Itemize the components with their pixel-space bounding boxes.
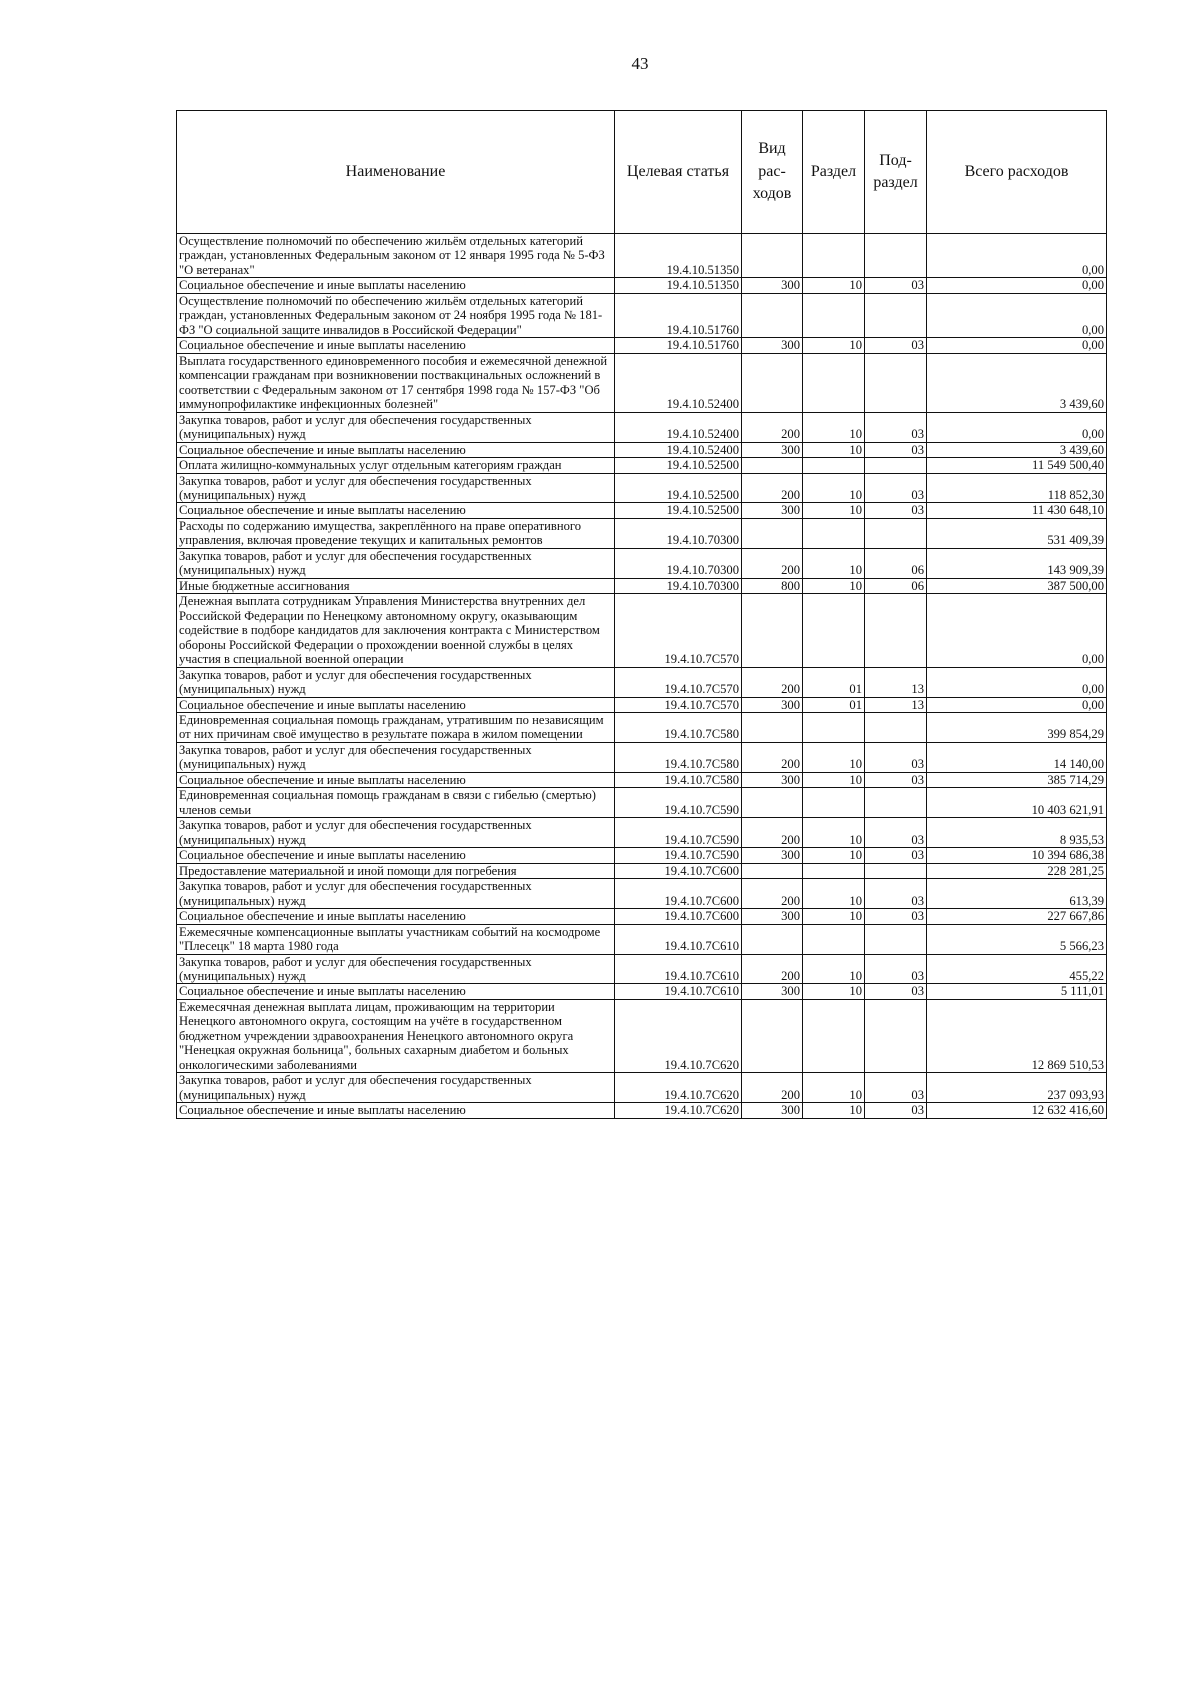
row-section-cell: 10 [803,578,865,593]
row-section-cell [803,234,865,278]
row-name-cell: Закупка товаров, работ и услуг для обеспечения государственных (муниципальных) нужд [177,879,615,909]
row-expense-type-cell: 200 [742,818,803,848]
header-name: Наименование [177,111,615,234]
row-target-article-cell: 19.4.10.51760 [615,338,742,353]
table-row [177,879,1107,909]
row-subsection-cell: 13 [865,697,927,712]
row-total-cell: 0,00 [927,293,1107,337]
row-expense-type-cell: 300 [742,503,803,518]
table-row [177,442,1107,457]
row-expense-type-cell [742,713,803,743]
table-row [177,1103,1107,1118]
table-row [177,353,1107,412]
row-name-cell: Единовременная социальная помощь гражданам в связи с гибелью (смертью) членов семьи [177,788,615,818]
row-name-cell: Социальное обеспечение и иные выплаты населению [177,1103,615,1118]
row-section-cell: 01 [803,697,865,712]
row-name-cell: Единовременная социальная помощь гражданам, утратившим по независящим от них причинам своё имущество в результате пожара в жилом помещении [177,713,615,743]
row-subsection-cell: 03 [865,1103,927,1118]
row-section-cell: 10 [803,879,865,909]
row-target-article-cell: 19.4.10.7С590 [615,848,742,863]
row-total-cell: 387 500,00 [927,578,1107,593]
row-expense-type-cell: 300 [742,697,803,712]
table-row [177,742,1107,772]
row-section-cell: 10 [803,772,865,787]
row-name-cell: Иные бюджетные ассигнования [177,578,615,593]
row-name-cell: Социальное обеспечение и иные выплаты населению [177,984,615,999]
row-total-cell: 12 869 510,53 [927,999,1107,1072]
header-subsection: Под-раздел [865,111,927,234]
row-section-cell: 10 [803,742,865,772]
row-name-cell: Закупка товаров, работ и услуг для обеспечения государственных (муниципальных) нужд [177,548,615,578]
row-name-cell: Закупка товаров, работ и услуг для обеспечения государственных (муниципальных) нужд [177,412,615,442]
row-expense-type-cell: 300 [742,1103,803,1118]
row-section-cell: 10 [803,503,865,518]
row-name-cell: Социальное обеспечение и иные выплаты населению [177,338,615,353]
row-subsection-cell [865,863,927,878]
row-subsection-cell [865,518,927,548]
header-expense-type: Вид рас-ходов [742,111,803,234]
table-row [177,578,1107,593]
row-name-cell: Ежемесячная денежная выплата лицам, проживающим на территории Ненецкого автономного округа, состоящим на учёте в государственном бюджетном учреждении здравоохранения Ненецкого автономного округа "Ненецкая окружная больница", больных сахарным диабетом и больных онкологическими заболеваниями [177,999,615,1072]
table-row [177,278,1107,293]
row-name-cell: Закупка товаров, работ и услуг для обеспечения государственных (муниципальных) нужд [177,954,615,984]
row-total-cell: 5 111,01 [927,984,1107,999]
row-name-cell: Социальное обеспечение и иные выплаты населению [177,278,615,293]
row-section-cell: 10 [803,1103,865,1118]
row-expense-type-cell [742,518,803,548]
row-target-article-cell: 19.4.10.70300 [615,578,742,593]
row-expense-type-cell: 300 [742,984,803,999]
row-target-article-cell: 19.4.10.7С620 [615,999,742,1072]
table-header [177,111,1107,234]
row-subsection-cell: 03 [865,442,927,457]
row-expense-type-cell: 200 [742,954,803,984]
row-subsection-cell: 03 [865,742,927,772]
row-section-cell: 10 [803,954,865,984]
row-total-cell: 0,00 [927,278,1107,293]
row-name-cell: Ежемесячные компенсационные выплаты участникам событий на космодроме "Плесецк" 18 марта 1980 года [177,924,615,954]
row-target-article-cell: 19.4.10.7С590 [615,788,742,818]
table-row [177,954,1107,984]
table-row [177,594,1107,667]
page-number: 43 [631,54,649,73]
row-expense-type-cell: 300 [742,338,803,353]
header-total: Всего расходов [927,111,1107,234]
row-subsection-cell: 03 [865,503,927,518]
row-subsection-cell: 06 [865,578,927,593]
row-expense-type-cell [742,594,803,667]
row-expense-type-cell: 200 [742,667,803,697]
row-total-cell: 8 935,53 [927,818,1107,848]
table-row [177,503,1107,518]
row-total-cell: 11 549 500,40 [927,458,1107,473]
row-target-article-cell: 19.4.10.7С600 [615,863,742,878]
row-name-cell: Социальное обеспечение и иные выплаты населению [177,503,615,518]
row-subsection-cell [865,713,927,743]
row-total-cell: 12 632 416,60 [927,1103,1107,1118]
table-row [177,999,1107,1072]
row-target-article-cell: 19.4.10.7С610 [615,984,742,999]
header-target-article: Целевая статья [615,111,742,234]
row-subsection-cell: 03 [865,818,927,848]
row-subsection-cell: 03 [865,848,927,863]
table-row [177,909,1107,924]
row-expense-type-cell: 200 [742,548,803,578]
row-target-article-cell: 19.4.10.7С600 [615,909,742,924]
row-expense-type-cell: 300 [742,278,803,293]
row-expense-type-cell: 200 [742,412,803,442]
row-total-cell: 0,00 [927,594,1107,667]
row-total-cell: 3 439,60 [927,353,1107,412]
row-name-cell: Предоставление материальной и иной помощи для погребения [177,863,615,878]
row-name-cell: Осуществление полномочий по обеспечению жильём отдельных категорий граждан, установленных Федеральным законом от 24 ноября 1995 года № 181-ФЗ "О социальной защите инвалидов в Российской Федерации" [177,293,615,337]
table-row [177,818,1107,848]
row-subsection-cell: 03 [865,1073,927,1103]
row-total-cell: 237 093,93 [927,1073,1107,1103]
row-name-cell: Выплата государственного единовременного пособия и ежемесячной денежной компенсации гражданам при возникновении поствакцинальных осложнений в соответствии с Федеральным законом от 17 сентября 1998 года № 157-ФЗ "Об иммунопрофилактике инфекционных болезней" [177,353,615,412]
row-total-cell: 143 909,39 [927,548,1107,578]
row-section-cell: 10 [803,548,865,578]
row-expense-type-cell [742,924,803,954]
row-target-article-cell: 19.4.10.7С570 [615,697,742,712]
row-expense-type-cell [742,863,803,878]
row-target-article-cell: 19.4.10.7С610 [615,954,742,984]
row-target-article-cell: 19.4.10.51350 [615,278,742,293]
row-name-cell: Социальное обеспечение и иные выплаты населению [177,697,615,712]
row-name-cell: Оплата жилищно-коммунальных услуг отдельным категориям граждан [177,458,615,473]
row-subsection-cell [865,234,927,278]
row-subsection-cell: 03 [865,879,927,909]
row-target-article-cell: 19.4.10.52500 [615,503,742,518]
table-row [177,848,1107,863]
row-expense-type-cell: 300 [742,772,803,787]
row-target-article-cell: 19.4.10.52400 [615,412,742,442]
row-subsection-cell: 03 [865,278,927,293]
table-row [177,667,1107,697]
row-subsection-cell [865,594,927,667]
row-subsection-cell [865,458,927,473]
row-subsection-cell: 03 [865,473,927,503]
row-subsection-cell: 13 [865,667,927,697]
row-section-cell [803,594,865,667]
table-row [177,984,1107,999]
row-name-cell: Денежная выплата сотрудникам Управления Министерства внутренних дел Российской Федерации по Ненецкому автономному округу, оказывающим содействие в подборе кандидатов для заключения контракта с Министерством обороны Российской Федерации о прохождении военной службы в целях участия в специальной военной операции [177,594,615,667]
row-total-cell: 118 852,30 [927,473,1107,503]
row-target-article-cell: 19.4.10.7С600 [615,879,742,909]
row-total-cell: 613,39 [927,879,1107,909]
row-total-cell: 10 394 686,38 [927,848,1107,863]
row-section-cell [803,458,865,473]
row-name-cell: Социальное обеспечение и иные выплаты населению [177,848,615,863]
row-target-article-cell: 19.4.10.7С580 [615,772,742,787]
row-section-cell [803,924,865,954]
row-target-article-cell: 19.4.10.52400 [615,442,742,457]
table-row [177,713,1107,743]
row-target-article-cell: 19.4.10.7С580 [615,742,742,772]
row-total-cell: 531 409,39 [927,518,1107,548]
row-expense-type-cell: 200 [742,473,803,503]
row-expense-type-cell [742,353,803,412]
row-name-cell: Расходы по содержанию имущества, закреплённого на праве оперативного управления, включая проведение текущих и капитальных ремонтов [177,518,615,548]
table-row [177,1073,1107,1103]
budget-table [176,110,1107,1119]
row-total-cell: 5 566,23 [927,924,1107,954]
row-expense-type-cell: 300 [742,442,803,457]
row-total-cell: 228 281,25 [927,863,1107,878]
row-subsection-cell: 03 [865,984,927,999]
row-section-cell: 10 [803,909,865,924]
row-subsection-cell: 03 [865,954,927,984]
table-row [177,772,1107,787]
table-row [177,458,1107,473]
row-section-cell [803,788,865,818]
table-row [177,788,1107,818]
table-row [177,234,1107,278]
row-section-cell [803,293,865,337]
row-expense-type-cell [742,999,803,1072]
row-total-cell: 0,00 [927,412,1107,442]
row-name-cell: Социальное обеспечение и иные выплаты населению [177,442,615,457]
row-name-cell: Закупка товаров, работ и услуг для обеспечения государственных (муниципальных) нужд [177,473,615,503]
row-section-cell: 10 [803,442,865,457]
table-row [177,518,1107,548]
row-subsection-cell: 03 [865,412,927,442]
row-total-cell: 11 430 648,10 [927,503,1107,518]
row-name-cell: Закупка товаров, работ и услуг для обеспечения государственных (муниципальных) нужд [177,818,615,848]
row-expense-type-cell: 300 [742,909,803,924]
header-section: Раздел [803,111,865,234]
row-section-cell: 01 [803,667,865,697]
row-section-cell: 10 [803,848,865,863]
row-name-cell: Социальное обеспечение и иные выплаты населению [177,909,615,924]
row-section-cell [803,863,865,878]
row-expense-type-cell [742,293,803,337]
table-row [177,338,1107,353]
row-subsection-cell [865,924,927,954]
table-row [177,548,1107,578]
row-expense-type-cell: 800 [742,578,803,593]
row-expense-type-cell: 200 [742,742,803,772]
row-section-cell: 10 [803,338,865,353]
row-target-article-cell: 19.4.10.7С610 [615,924,742,954]
row-target-article-cell: 19.4.10.52500 [615,458,742,473]
table-body [177,234,1107,1119]
row-subsection-cell [865,353,927,412]
table-row [177,473,1107,503]
row-name-cell: Социальное обеспечение и иные выплаты населению [177,772,615,787]
row-total-cell: 455,22 [927,954,1107,984]
row-name-cell: Закупка товаров, работ и услуг для обеспечения государственных (муниципальных) нужд [177,1073,615,1103]
row-section-cell: 10 [803,818,865,848]
row-subsection-cell: 03 [865,338,927,353]
row-total-cell: 10 403 621,91 [927,788,1107,818]
row-target-article-cell: 19.4.10.7С580 [615,713,742,743]
row-subsection-cell [865,788,927,818]
row-expense-type-cell [742,788,803,818]
row-expense-type-cell [742,234,803,278]
row-section-cell: 10 [803,473,865,503]
row-total-cell: 0,00 [927,234,1107,278]
row-name-cell: Закупка товаров, работ и услуг для обеспечения государственных (муниципальных) нужд [177,742,615,772]
row-section-cell [803,713,865,743]
row-target-article-cell: 19.4.10.52400 [615,353,742,412]
row-subsection-cell: 06 [865,548,927,578]
row-subsection-cell [865,999,927,1072]
row-target-article-cell: 19.4.10.51350 [615,234,742,278]
row-subsection-cell [865,293,927,337]
row-target-article-cell: 19.4.10.7С570 [615,667,742,697]
row-target-article-cell: 19.4.10.7С590 [615,818,742,848]
row-target-article-cell: 19.4.10.7С620 [615,1073,742,1103]
row-total-cell: 227 667,86 [927,909,1107,924]
row-name-cell: Закупка товаров, работ и услуг для обеспечения государственных (муниципальных) нужд [177,667,615,697]
table-row [177,697,1107,712]
row-expense-type-cell: 200 [742,1073,803,1103]
row-section-cell: 10 [803,412,865,442]
row-target-article-cell: 19.4.10.70300 [615,548,742,578]
row-target-article-cell: 19.4.10.52500 [615,473,742,503]
row-section-cell [803,999,865,1072]
row-total-cell: 3 439,60 [927,442,1107,457]
row-expense-type-cell: 200 [742,879,803,909]
row-name-cell: Осуществление полномочий по обеспечению жильём отдельных категорий граждан, установленных Федеральным законом от 12 января 1995 года № 5-ФЗ "О ветеранах" [177,234,615,278]
row-target-article-cell: 19.4.10.7С620 [615,1103,742,1118]
row-expense-type-cell: 300 [742,848,803,863]
row-section-cell: 10 [803,984,865,999]
table-row [177,293,1107,337]
row-section-cell [803,518,865,548]
row-total-cell: 0,00 [927,667,1107,697]
row-target-article-cell: 19.4.10.7С570 [615,594,742,667]
row-total-cell: 399 854,29 [927,713,1107,743]
row-section-cell: 10 [803,1073,865,1103]
row-total-cell: 14 140,00 [927,742,1107,772]
row-subsection-cell: 03 [865,909,927,924]
table-row [177,863,1107,878]
row-target-article-cell: 19.4.10.51760 [615,293,742,337]
table-row [177,924,1107,954]
row-expense-type-cell [742,458,803,473]
row-section-cell: 10 [803,278,865,293]
table-row [177,412,1107,442]
row-total-cell: 0,00 [927,338,1107,353]
row-total-cell: 0,00 [927,697,1107,712]
row-target-article-cell: 19.4.10.70300 [615,518,742,548]
row-subsection-cell: 03 [865,772,927,787]
row-section-cell [803,353,865,412]
row-total-cell: 385 714,29 [927,772,1107,787]
